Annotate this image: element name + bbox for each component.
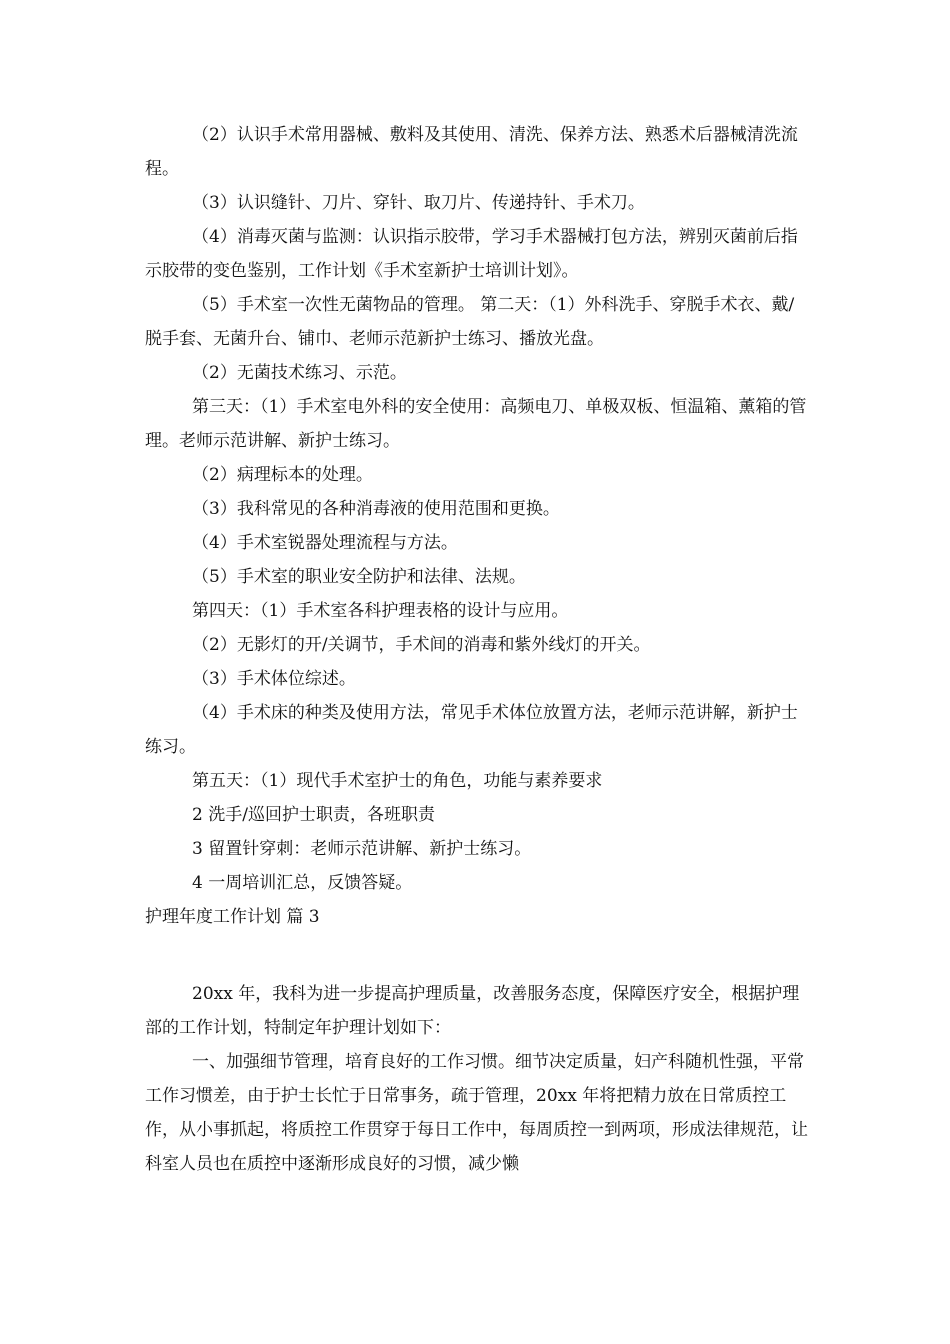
paragraph: （3）我科常见的各种消毒液的使用范围和更换。 xyxy=(192,499,560,519)
paragraph: （5）手术室的职业安全防护和法律、法规。 xyxy=(192,567,526,587)
paragraph: （2）无菌技术练习、示范。 xyxy=(192,363,407,383)
paragraph: （4）消毒灭菌与监测：认识指示胶带，学习手术器械打包方法，辨别灭菌前后指示胶带的变色鉴别，工作计划《手术室新护士培训计划》。 xyxy=(145,227,798,281)
paragraph: （4）手术室锐器处理流程与方法。 xyxy=(192,533,458,553)
paragraph: （5）手术室一次性无菌物品的管理。 第二天：（1）外科洗手、穿脱手术衣、戴/脱手套、无菌升台、铺巾、老师示范新护士练习、播放光盘。 xyxy=(145,295,795,349)
paragraph: 一、加强细节管理，培育良好的工作习惯。细节决定质量，妇产科随机性强，平常工作习惯差，由于护士长忙于日常事务，疏于管理，20xx 年将把精力放在日常质控工作，从小事抓起，将质控工作贯穿于每日工作中，每周质控一到两项，形成法律规范，让科室人员也在质控中逐渐形成良好的习惯，减少懒 xyxy=(145,1052,808,1174)
document-body xyxy=(145,118,810,1181)
paragraph: 第五天：（1）现代手术室护士的角色，功能与素养要求 xyxy=(192,771,603,791)
paragraph: 2 洗手/巡回护士职责，各班职责 xyxy=(192,805,435,825)
paragraph: 20xx 年，我科为进一步提高护理质量，改善服务态度，保障医疗安全，根据护理部的工作计划，特制定年护理计划如下： xyxy=(145,984,800,1038)
paragraph: 第三天：（1）手术室电外科的安全使用：高频电刀、单极双板、恒温箱、薰箱的管理。老师示范讲解、新护士练习。 xyxy=(145,397,807,451)
paragraph: （3）认识缝针、刀片、穿针、取刀片、传递持针、手术刀。 xyxy=(192,193,645,213)
paragraph: （2）病理标本的处理。 xyxy=(192,465,373,485)
paragraph: （3）手术体位综述。 xyxy=(192,669,356,689)
paragraph: （2）无影灯的开/关调节，手术间的消毒和紫外线灯的开关。 xyxy=(192,635,651,655)
section-heading: 护理年度工作计划 篇 3 xyxy=(145,907,320,927)
spacer xyxy=(145,934,810,977)
paragraph: 4 一周培训汇总，反馈答疑。 xyxy=(192,873,413,893)
paragraph: 3 留置针穿刺：老师示范讲解、新护士练习。 xyxy=(192,839,532,859)
paragraph: （2）认识手术常用器械、敷料及其使用、清洗、保养方法、熟悉术后器械清洗流程。 xyxy=(145,125,798,179)
paragraph: （4）手术床的种类及使用方法，常见手术体位放置方法，老师示范讲解，新护士练习。 xyxy=(145,703,798,757)
paragraph: 第四天：（1）手术室各科护理表格的设计与应用。 xyxy=(192,601,569,621)
